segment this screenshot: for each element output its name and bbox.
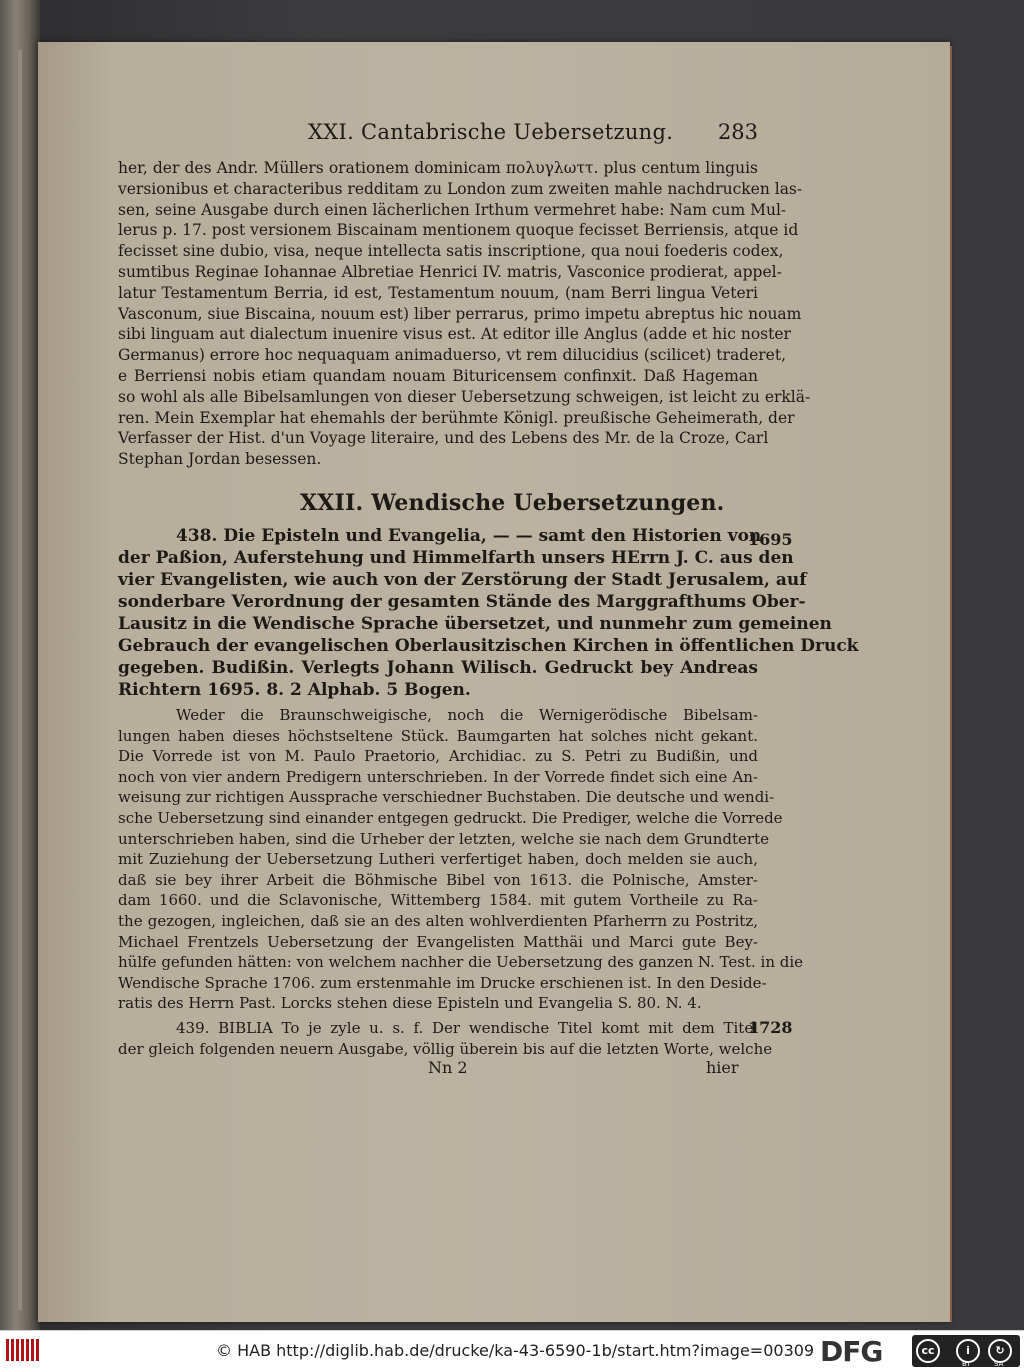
text-line: unterschrieben haben, sind die Urheber der letzten, welche sie nach dem Grundterte	[118, 829, 769, 848]
text-line: Richtern 1695. 8. 2 Alphab. 5 Bogen.	[118, 680, 471, 700]
text-line: so wohl als alle Bibelsamlungen von dieser Uebersetzung schweigen, ist leicht zu erklä-	[118, 387, 811, 406]
text-line: der Paßion, Auferstehung und Himmelfarth unsers HErrn J. C. aus den	[118, 548, 794, 568]
dfg-logo: DFG	[820, 1335, 883, 1368]
margin-year: 1728	[748, 1018, 793, 1037]
text-line: fecisset sine dubio, visa, neque intellecta satis inscriptione, qua noui foederis codex,	[118, 242, 784, 261]
page-number: 283	[717, 120, 758, 144]
hab-logo	[6, 1339, 40, 1361]
text-line: noch von vier andern Predigern unterschrieben. In der Vorrede findet sich eine An-	[118, 767, 758, 786]
text-line: Vasconum, siue Biscaina, nouum est) liber perrarus, primo impetu abreptus hic nouam	[118, 304, 802, 323]
page-edge-line	[18, 50, 22, 1310]
text-line: versionibus et characteribus redditam zu London zum zweiten mahle nachdrucken las-	[118, 179, 803, 198]
text-line: sen, seine Ausgabe durch einen lächerlichen Irthum vermehret habe: Nam cum Mul-	[118, 200, 787, 219]
entry-438-title	[118, 525, 859, 701]
text-line: lungen haben dieses höchstseltene Stück. Baumgarten hat solches nicht gekant.	[118, 726, 758, 745]
text-line: Stephan Jordan besessen.	[118, 450, 322, 469]
header-title: XXI. Cantabrische Uebersetzung.	[308, 120, 674, 144]
text-line: lerus p. 17. post versionem Biscainam mentionem quoque fecisset Berriensis, atque id	[118, 221, 799, 240]
sa-label: SA	[994, 1360, 1004, 1368]
text-line: Michael Frentzels Uebersetzung der Evangelisten Matthäi und Marci gute Bey-	[118, 932, 758, 951]
sa-icon: ↻	[988, 1339, 1012, 1363]
text-line: gegeben. Budißin. Verlegts Johann Wilisch. Gedruckt bey Andreas	[118, 658, 758, 678]
section-title: XXII. Wendische Uebersetzungen.	[300, 490, 725, 516]
text-line: sonderbare Verordnung der gesamten Stände des Marggrafthums Ober-	[118, 592, 806, 612]
text-line: der gleich folgenden neuern Ausgabe, völlig überein bis auf die letzten Worte, welche	[118, 1039, 773, 1058]
text-line: ren. Mein Exemplar hat ehemahls der berühmte Königl. preußische Geheimerath, der	[118, 408, 795, 427]
signature-mark: Nn 2	[428, 1058, 468, 1077]
text-line: Gebrauch der evangelischen Oberlausitzischen Kirchen in öffentlichen Druck	[118, 636, 859, 656]
text-line: sibi linguam aut dialectum inuenire visus est. At editor ille Anglus (adde et hic noster	[118, 325, 791, 344]
text-line: dam 1660. und die Sclavonische, Wittemberg 1584. mit gutem Vortheile zu Ra-	[118, 891, 758, 910]
text-line: Germanus) errore hoc nequaquam animaduerso, vt rem dilucidius (scilicet) traderet,	[118, 346, 787, 365]
by-icon: i	[956, 1339, 980, 1363]
text-line: 439. BIBLIA To je zyle u. s. f. Der wendische Titel komt mit dem Titel	[176, 1019, 758, 1037]
text-line: weisung zur richtigen Aussprache verschiedner Buchstaben. Die deutsche und wendi-	[118, 788, 775, 807]
text-line: Wendische Sprache 1706. zum erstenmahle im Drucke erschienen ist. In den Deside-	[118, 973, 767, 992]
text-line: sche Uebersetzung sind einander entgegen gedruckt. Die Prediger, welche die Vorrede	[118, 808, 783, 827]
text-line: her, der des Andr. Müllers orationem dominicam πολυγλωττ. plus centum linguis	[118, 159, 758, 177]
text-line: Die Vorrede ist von M. Paulo Praetorio, Archidiac. zu S. Petri zu Budißin, und	[118, 747, 758, 766]
running-header	[118, 120, 758, 150]
entry-438-commentary	[118, 705, 804, 1014]
previous-page-edge	[0, 0, 40, 1330]
text-line: vier Evangelisten, wie auch von der Zerstörung der Stadt Jerusalem, auf	[118, 570, 807, 590]
text-line: mit Zuziehung der Uebersetzung Lutheri verfertiget haben, doch melden sie auch,	[118, 850, 758, 869]
text-line: Weder die Braunschweigische, noch die Wernigerödische Bibelsam-	[176, 706, 758, 724]
paragraph-continuation	[118, 158, 811, 470]
text-line: the gezogen, ingleichen, daß sie an des alten wohlverdienten Pfarherrn zu Postritz,	[118, 911, 758, 930]
text-line: ratis des Herrn Past. Lorcks stehen diese Episteln und Evangelia S. 80. N. 4.	[118, 994, 702, 1013]
cc-license-badge[interactable]	[912, 1335, 1020, 1367]
text-line: sumtibus Reginae Iohannae Albretiae Henrici IV. matris, Vasconice prodierat, appel-	[118, 262, 782, 281]
text-line: daß sie bey ihrer Arbeit die Böhmische Bibel von 1613. die Polnische, Amster-	[118, 870, 758, 889]
margin-year: 1695	[748, 530, 793, 549]
text-line: Lausitz in die Wendische Sprache übersetzet, und nunmehr zum gemeinen	[118, 614, 832, 634]
text-line: latur Testamentum Berria, id est, Testamentum nouum, (nam Berri lingua Veteri	[118, 283, 758, 302]
status-bar	[0, 1330, 1024, 1369]
source-link[interactable]: © HAB http://diglib.hab.de/drucke/ka-43-6590-1b/start.htm?image=00309	[216, 1341, 815, 1360]
text-line: 438. Die Episteln und Evangelia, — — samt den Historien von	[176, 526, 762, 546]
text-line: e Berriensi nobis etiam quandam nouam Bituricensem confinxit. Daß Hageman	[118, 366, 758, 385]
by-label: BY	[962, 1360, 971, 1368]
cc-icon: cc	[916, 1339, 940, 1363]
text-line: Verfasser der Hist. d'un Voyage literaire, und des Lebens des Mr. de la Croze, Carl	[118, 429, 769, 448]
catchword: hier	[706, 1058, 739, 1077]
text-line: hülfe gefunden hätten: von welchem nachher die Uebersetzung des ganzen N. Test. in die	[118, 953, 804, 972]
